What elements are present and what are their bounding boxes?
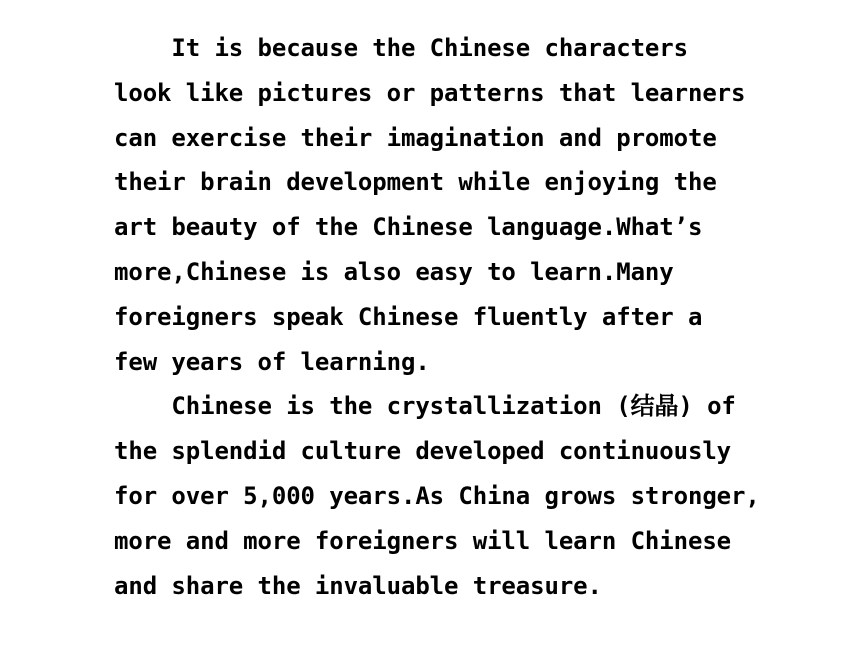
text-line: few years of learning.: [114, 347, 430, 376]
text-line: more and more foreigners will learn Chinese: [114, 526, 732, 555]
text-line: more,Chinese is also easy to learn.Many: [114, 257, 674, 286]
text-line: It is because the Chinese characters: [114, 34, 688, 62]
text-body: [114, 26, 794, 608]
paragraph-1: [114, 26, 794, 384]
text-line: look like pictures or patterns that learners: [114, 78, 746, 107]
text-line: the splendid culture developed continuously: [114, 437, 732, 466]
paragraph-2: [114, 384, 794, 608]
text-line: can exercise their imagination and promote: [114, 123, 717, 152]
text-line: art beauty of the Chinese language.What’s: [114, 213, 703, 242]
text-line: their brain development while enjoying the: [114, 168, 717, 197]
text-line: and share the invaluable treasure.: [114, 571, 602, 600]
text-line: Chinese is the crystallization (结晶) of: [114, 392, 736, 421]
text-line: for over 5,000 years.As China grows stronger,: [114, 481, 760, 510]
text-line: foreigners speak Chinese fluently after a: [114, 302, 703, 331]
